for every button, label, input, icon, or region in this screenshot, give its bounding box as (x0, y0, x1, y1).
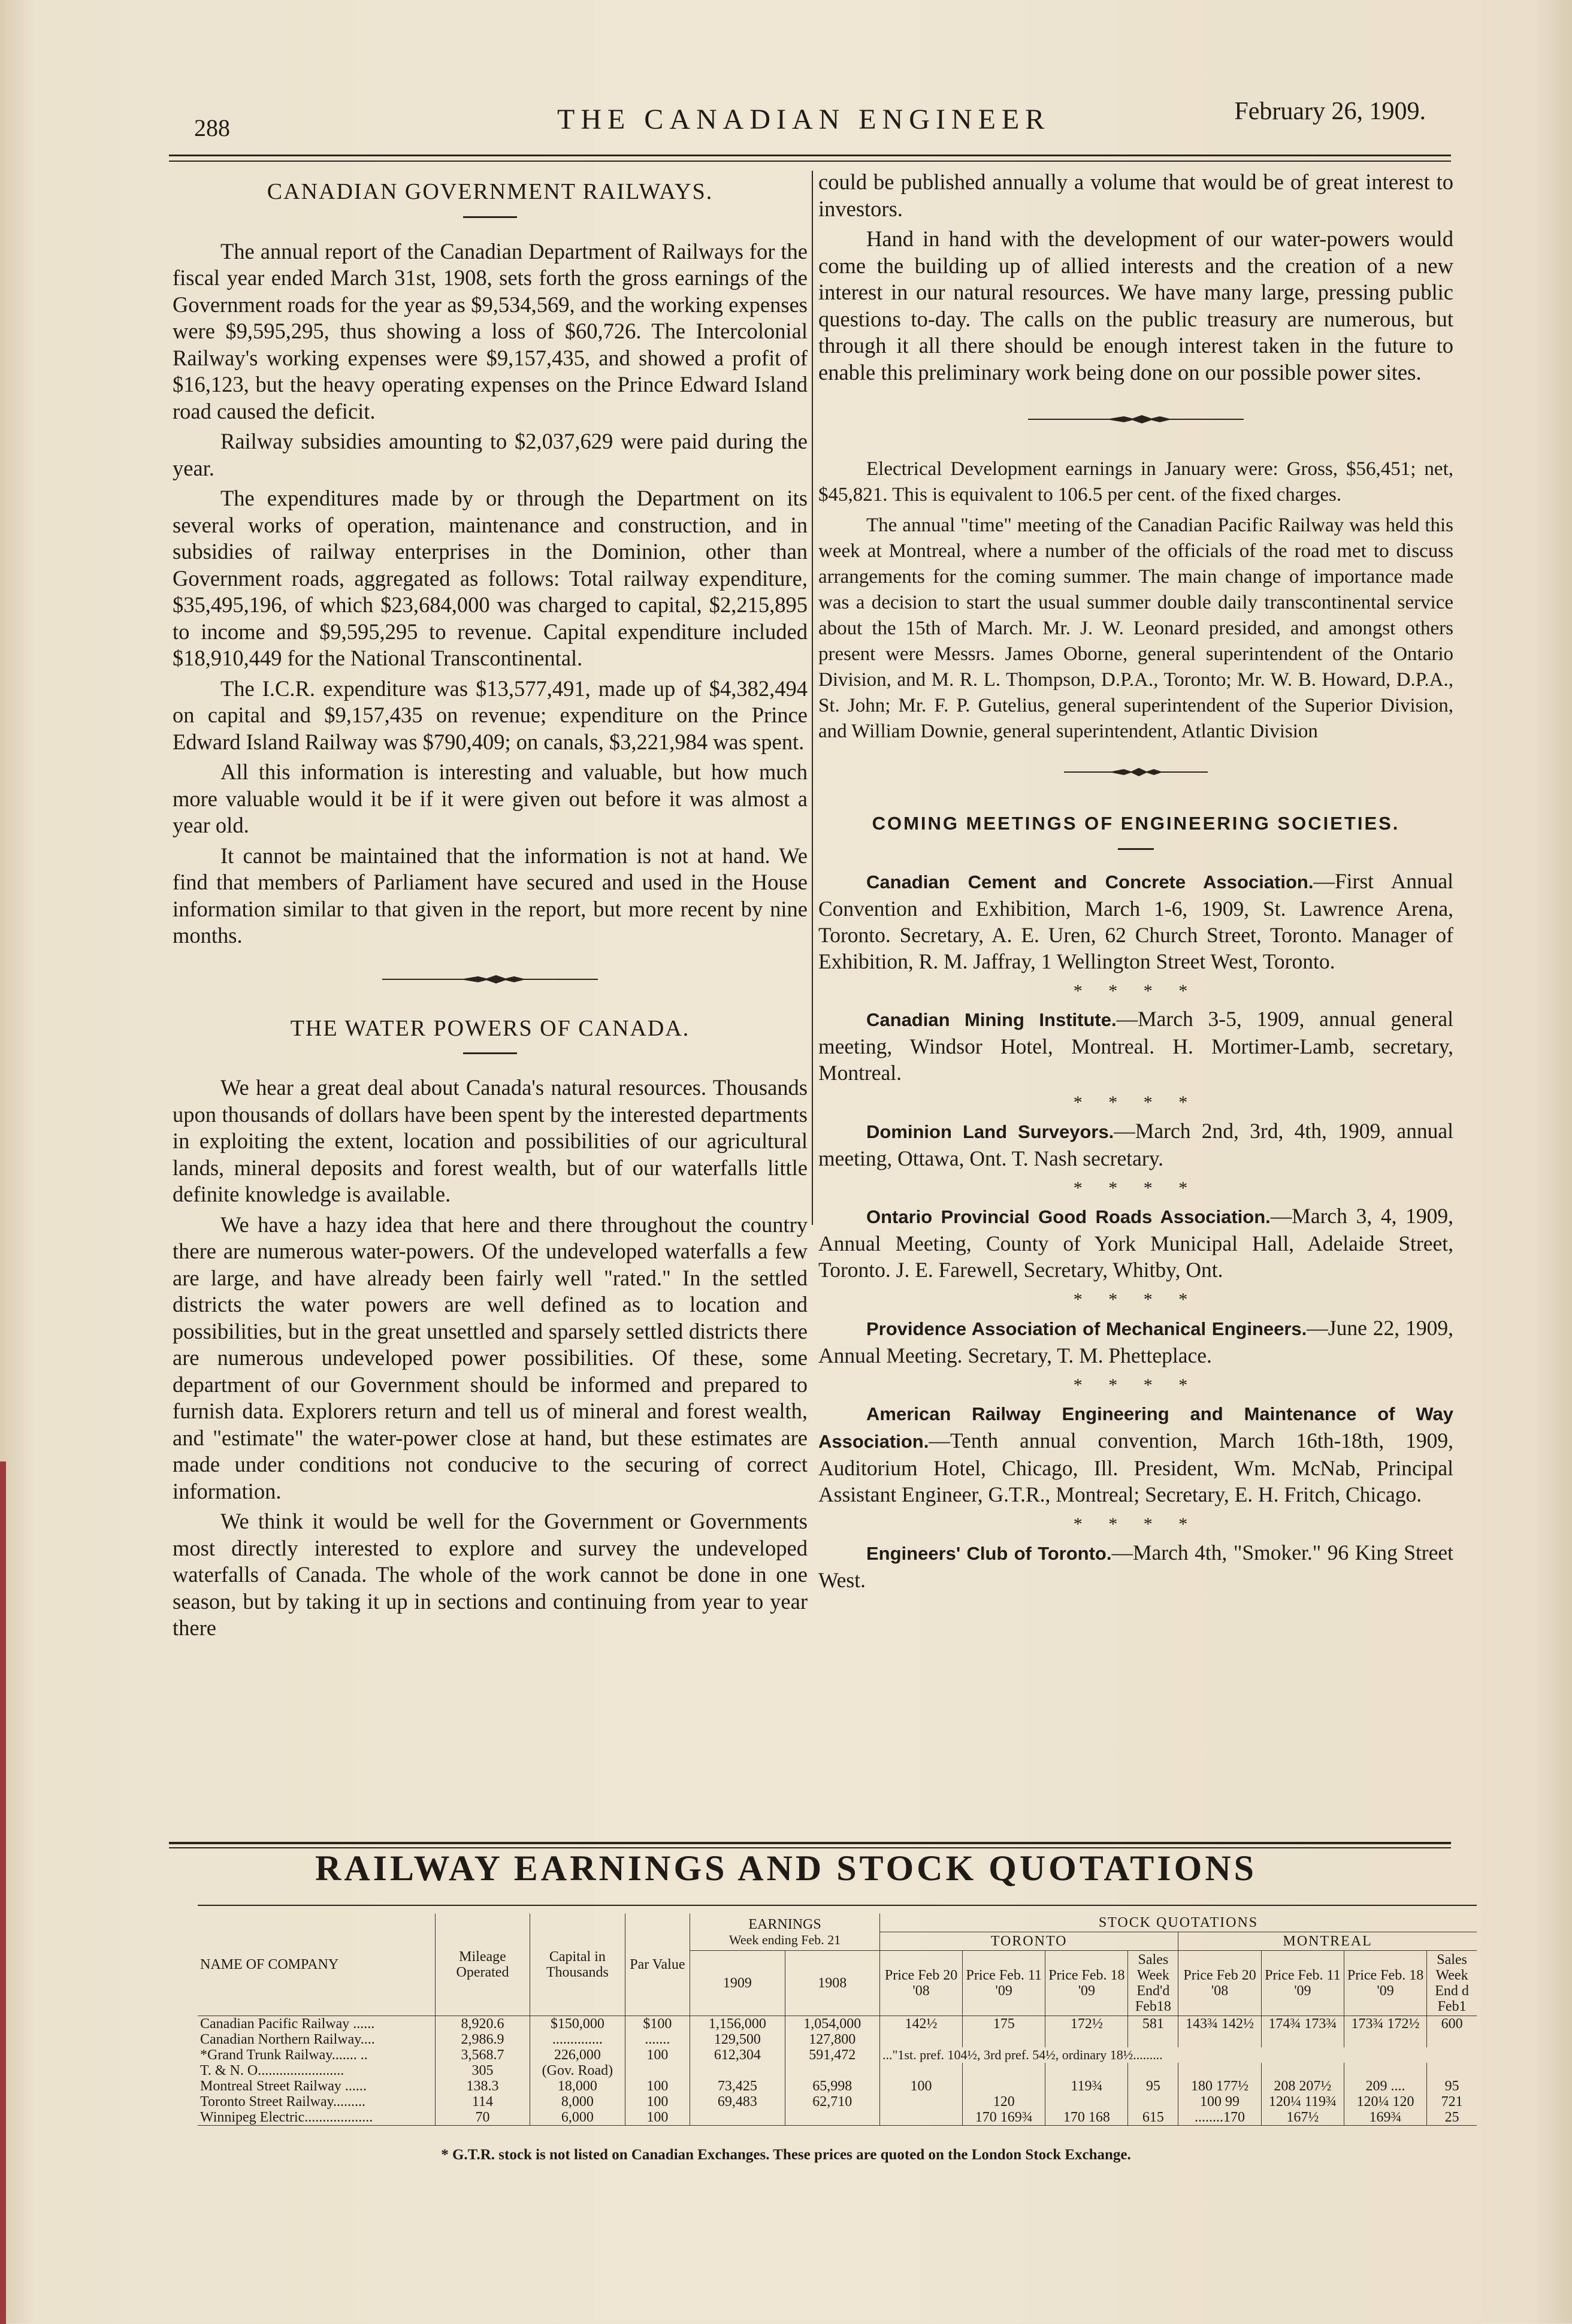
company-name: Canadian Pacific Railway ...... (200, 2016, 375, 2032)
paragraph: We have a hazy idea that here and there throughout the country there are numerous water-powers. Of the undeveloped waterfalls a few are large, and have already been fairly well "rated." In the settled districts the water powers are well defined as to location and possibilities, but in the great unsettled and sparsely settled districts there are numerous undeveloped power possibilities. Of these, some department of our Government should be informed and prepared to furnish data. Explorers return and tell us of mineral and forest wealth, and "estimate" the water-power close at hand, but these estimates are made under conditions not conducive to the securing of correct information. (173, 1212, 808, 1503)
col-header-montreal-price-feb20: Price Feb 20 '08 (1178, 1951, 1262, 2016)
paragraph: It cannot be maintained that the information is not at hand. We find that members of Parliament have secured and used in the House information similar to that given in the report, but more recent by nine months. (173, 843, 808, 948)
ornament-divider (818, 760, 1453, 784)
toronto-price-cell: 142½ (879, 2016, 962, 2032)
society-name: American Railway Engineering and Maintenance of Way Association. (818, 1403, 1453, 1452)
company-name: Toronto Street Railway......... (200, 2094, 366, 2110)
montreal-sales-cell: 721 (1427, 2094, 1477, 2110)
toronto-price-cell: 120 (963, 2094, 1045, 2110)
earnings-1909-cell: 1,156,000 (690, 2016, 785, 2032)
table-row (198, 2047, 1477, 2063)
par-cell (625, 2063, 690, 2078)
col-header-toronto-price-feb11: Price Feb. 11 '09 (963, 1951, 1045, 2016)
meeting-item (818, 868, 1453, 975)
table-row (198, 2094, 1477, 2110)
page-number: 288 (194, 114, 230, 141)
montreal-price-cell: 174¾ 173¾ (1261, 2016, 1344, 2032)
earnings-sub-label: Week ending Feb. 21 (728, 1932, 841, 1947)
paragraph: The expenditures made by or through the Department on its several works of operation, maintenance and construction, and in subsidies of railway enterprises in the Dominion, other than Government roads, aggregated as follows: Total railway expenditure, $35,495,196, of which $23,684,000 was charged to capital, $2,215,895 to income and $9,595,295 to revenue. Capital expenditure included $18,910,449 for the National Transcontinental. (173, 486, 808, 670)
meeting-item (818, 1118, 1453, 1172)
capital-cell: 6,000 (530, 2110, 625, 2126)
toronto-price-cell: 170 169¾ (963, 2110, 1045, 2126)
toronto-sales-cell: 95 (1128, 2078, 1178, 2094)
toronto-price-cell (963, 2078, 1045, 2094)
capital-cell: $150,000 (530, 2016, 625, 2032)
toronto-price-cell: 172½ (1045, 2016, 1128, 2032)
meeting-details: —Tenth annual convention, March 16th-18th, 1909, Auditorium Hotel, Chicago, Ill. President, Wm. McNab, Principal Assistant Engineer, G.T.R., Montreal; Secretary, E. H. Fritch, Chicago. (818, 1429, 1453, 1506)
mileage-cell: 138.3 (435, 2078, 530, 2094)
col-header-montreal-price-feb11: Price Feb. 11 '09 (1261, 1951, 1344, 2016)
mileage-cell: 3,568.7 (435, 2047, 530, 2063)
col-header-1909: 1909 (690, 1951, 785, 2016)
header-rule (169, 155, 1451, 156)
montreal-price-cell: 100 99 (1178, 2094, 1262, 2110)
earnings-1908-cell: 591,472 (785, 2047, 879, 2063)
journal-name: THE CANADIAN ENGINEER (557, 104, 1051, 135)
table-row (198, 2016, 1477, 2032)
article-title: THE WATER POWERS OF CANADA. (290, 1015, 690, 1041)
company-name: Canadian Northern Railway.... (200, 2032, 375, 2047)
meeting-item (818, 1006, 1453, 1086)
earnings-1908-cell: 65,998 (785, 2078, 879, 2094)
par-cell: ....... (625, 2032, 690, 2047)
par-cell: 100 (625, 2094, 690, 2110)
paragraph: We hear a great deal about Canada's natural resources. Thousands upon thousands of dollars have been spent by the interested departments in exploiting the extent, location and possibilities of our agricultural lands, mineral deposits and forest wealth, but of our waterfalls little definite knowledge is available. (173, 1075, 808, 1206)
paragraph: All this information is interesting and valuable, but how much more valuable would it be if it were given out before it was almost a year old. (173, 759, 808, 837)
header-rule-thin (169, 161, 1451, 162)
paragraph: Hand in hand with the development of our water-powers would come the building up of allied interests and the creation of a new interest in our natural resources. We have many large, pressing public questions to-day. The calls on the public treasury are numerous, but through it all there should be enough interest taken in the future to enable this preliminary work being done on our possible power sites. (818, 226, 1453, 385)
asterism: * * * * (1073, 981, 1199, 1001)
col-header-montreal-sales: Sales Week End d Feb1 (1427, 1951, 1477, 2016)
col-header-stock-quotations: STOCK QUOTATIONS (879, 1914, 1477, 1932)
gtr-quote-note: ..."1st. pref. 104½, 3rd pref. 54½, ordinary 18½......... (879, 2047, 1477, 2063)
meeting-item (818, 1203, 1453, 1283)
montreal-price-cell: 208 207½ (1261, 2078, 1344, 2094)
montreal-price-cell: ........170 (1178, 2110, 1262, 2126)
meeting-item (818, 1400, 1453, 1508)
toronto-price-cell (879, 2094, 962, 2110)
company-name: Montreal Street Railway ...... (200, 2078, 367, 2094)
asterism: * * * * (1073, 1290, 1199, 1309)
col-header-toronto: TORONTO (879, 1932, 1178, 1951)
earnings-1908-cell: 1,054,000 (785, 2016, 879, 2032)
society-name: Dominion Land Surveyors. (866, 1121, 1114, 1142)
news-note: Electrical Development earnings in January were: Gross, $56,451; net, $45,821. This is equivalent to 106.5 per cent. of the fixed charges. (818, 458, 1453, 506)
meeting-item (818, 1539, 1453, 1593)
society-name: Engineers' Club of Toronto. (866, 1542, 1112, 1564)
running-header (180, 97, 1426, 139)
col-header-toronto-price-feb20: Price Feb 20 '08 (879, 1951, 962, 2016)
title-dash (463, 1052, 517, 1054)
table-row (198, 2110, 1477, 2126)
earnings-1909-cell: 129,500 (690, 2032, 785, 2047)
ornament-divider (173, 967, 808, 991)
col-header-1908: 1908 (785, 1951, 879, 2016)
mileage-cell: 305 (435, 2063, 530, 2078)
meeting-details: —June 22, 1909, Annual Meeting. Secretary, T. M. Phetteplace. (818, 1315, 1454, 1367)
earnings-label: EARNINGS (748, 1916, 821, 1932)
news-note: The annual "time" meeting of the Canadian Pacific Railway was held this week at Montreal, where a number of the officials of the road met to discuss arrangements for the coming summer. The main change of importance made was a decision to start the usual summer double daily transcontinental service about the 15th of March. Mr. J. W. Leonard presided, and amongst others present were Messrs. James Oborne, general superintendent of the Ontario Division, and M. R. L. Thompson, D.P.A., Toronto; Mr. W. B. Howard, D.P.A., St. John; Mr. F. P. Gutelius, general superintendent of the Superior Division, and William Downie, general superintendent, Atlantic Division (818, 515, 1453, 742)
article-title: CANADIAN GOVERNMENT RAILWAYS. (267, 179, 714, 204)
meeting-details: —March 3, 4, 1909, Annual Meeting, County of York Municipal Hall, Adelaide Street, Toronto. J. E. Farewell, Secretary, Whitby, Ont. (818, 1204, 1453, 1282)
red-page-edge (0, 1461, 6, 2324)
company-name: *Grand Trunk Railway....... .. (200, 2047, 368, 2063)
meeting-details: —March 2nd, 3rd, 4th, 1909, annual meeting, Ottawa, Ont. T. Nash secretary. (818, 1118, 1453, 1170)
montreal-price-cell: 167½ (1261, 2110, 1344, 2126)
paragraph: Railway subsidies amounting to $2,037,629 were paid during the year. (173, 429, 808, 480)
table-footnote: * G.T.R. stock is not listed on Canadian Exchanges. These prices are quoted on the London Stock Exchange. (441, 2147, 1131, 2163)
mileage-cell: 114 (435, 2094, 530, 2110)
title-dash (463, 216, 517, 218)
capital-cell: (Gov. Road) (530, 2063, 625, 2078)
column-divider (812, 171, 813, 1225)
earnings-1908-cell: 127,800 (785, 2032, 879, 2047)
meetings-title: COMING MEETINGS OF ENGINEERING SOCIETIES. (872, 813, 1400, 834)
paragraph: We think it would be well for the Government or Governments most directly interested to explore and survey the undeveloped waterfalls of Canada. The whole of the work cannot be done in one season, but by taking it up in sections and continuing from year to year there (173, 1509, 808, 1640)
ornament-divider (818, 407, 1453, 431)
toronto-price-cell: 100 (879, 2078, 962, 2094)
montreal-price-cell: 169¾ (1344, 2110, 1426, 2126)
left-column (173, 175, 808, 1645)
asterism: * * * * (1073, 1514, 1199, 1534)
company-name: Winnipeg Electric................... (200, 2110, 373, 2125)
right-column (818, 169, 1453, 1597)
col-header-toronto-sales: Sales Week End'd Feb18 (1128, 1951, 1178, 2016)
asterism: * * * * (1073, 1093, 1199, 1112)
toronto-price-cell: 175 (963, 2016, 1045, 2032)
par-cell: 100 (625, 2110, 690, 2126)
capital-cell: 18,000 (530, 2078, 625, 2094)
meeting-details: —First Annual Convention and Exhibition, March 1-6, 1909, St. Lawrence Arena, Toronto. Secretary, A. E. Uren, 62 Church Street, Toronto. Manager of Exhibition, R. M. Jaffray, 1 Wellington Street West, Toronto. (818, 869, 1453, 973)
col-header-montreal: MONTREAL (1178, 1932, 1477, 1951)
society-name: Ontario Provincial Good Roads Association. (866, 1206, 1271, 1227)
table-row (198, 2063, 1477, 2078)
capital-cell: 8,000 (530, 2094, 625, 2110)
table-row (198, 2032, 1477, 2047)
toronto-price-cell: 119¾ (1045, 2078, 1128, 2094)
montreal-price-cell: 209 .... (1344, 2078, 1426, 2094)
table-title: RAILWAY EARNINGS AND STOCK QUOTATIONS (315, 1848, 1257, 1888)
montreal-sales-cell: 600 (1427, 2016, 1477, 2032)
title-dash (1118, 848, 1154, 850)
mileage-cell: 2,986.9 (435, 2032, 530, 2047)
paragraph: The annual report of the Canadian Department of Railways for the fiscal year ended March 31st, 1908, sets forth the gross earnings of the Government roads for the year as $9,534,569, and the working expenses were $9,595,295, thus showing a loss of $60,726. The Intercolonial Railway's working expenses were $9,157,435, and showed a profit of $16,123, but the heavy operating expenses on the Prince Edward Island road caused the deficit. (173, 238, 808, 423)
earnings-1908-cell: 62,710 (785, 2094, 879, 2110)
col-header-capital: Capital in Thousands (530, 1914, 625, 2016)
earnings-1909-cell: 69,483 (690, 2094, 785, 2110)
col-header-mileage: Mileage Operated (435, 1914, 530, 2016)
col-header-earnings (690, 1914, 880, 1951)
par-cell: $100 (625, 2016, 690, 2032)
table-rule (198, 1905, 1477, 1906)
montreal-price-cell: 173¾ 172½ (1344, 2016, 1426, 2032)
paragraph: could be published annually a volume that would be of great interest to investors. (818, 170, 1453, 221)
society-name: Providence Association of Mechanical Engineers. (866, 1318, 1307, 1339)
toronto-sales-cell: 581 (1128, 2016, 1178, 2032)
montreal-price-cell: 120¼ 119¾ (1261, 2094, 1344, 2110)
table-row (198, 2078, 1477, 2094)
montreal-price-cell: 120¼ 120 (1344, 2094, 1426, 2110)
par-cell: 100 (625, 2047, 690, 2063)
montreal-price-cell: 143¾ 142½ (1178, 2016, 1262, 2032)
earnings-table (198, 1914, 1477, 2126)
montreal-price-cell: 180 177½ (1178, 2078, 1262, 2094)
montreal-sales-cell: 25 (1427, 2110, 1477, 2126)
society-name: Canadian Mining Institute. (866, 1009, 1117, 1030)
society-name: Canadian Cement and Concrete Association. (866, 871, 1314, 892)
earnings-1909-cell: 73,425 (690, 2078, 785, 2094)
asterism: * * * * (1073, 1178, 1199, 1198)
par-cell: 100 (625, 2078, 690, 2094)
mileage-cell: 8,920.6 (435, 2016, 530, 2032)
capital-cell: .............. (530, 2032, 625, 2047)
toronto-price-cell: 170 168 (1045, 2110, 1128, 2126)
col-header-par: Par Value (625, 1914, 690, 2016)
toronto-price-cell (1045, 2094, 1128, 2110)
capital-cell: 226,000 (530, 2047, 625, 2063)
col-header-montreal-price-feb18: Price Feb. 18 '09 (1344, 1951, 1426, 2016)
meeting-item (818, 1315, 1453, 1369)
montreal-sales-cell: 95 (1427, 2078, 1477, 2094)
col-header-toronto-price-feb18: Price Feb. 18 '09 (1045, 1951, 1128, 2016)
meeting-details: —March 4th, "Smoker." 96 King Street West. (818, 1540, 1454, 1592)
issue-date: February 26, 1909. (1234, 98, 1426, 125)
col-header-company: NAME OF COMPANY (200, 1957, 339, 1972)
toronto-sales-cell (1128, 2094, 1178, 2110)
toronto-sales-cell: 615 (1128, 2110, 1178, 2126)
asterism: * * * * (1073, 1375, 1199, 1395)
company-name: T. & N. O........................ (200, 2063, 344, 2078)
earnings-1909-cell: 612,304 (690, 2047, 785, 2063)
paragraph: The I.C.R. expenditure was $13,577,491, made up of $4,382,494 on capital and $9,157,435 on revenue; expenditure on the Prince Edward Island Railway was $790,409; on canals, $3,221,984 was spent. (173, 676, 808, 754)
toronto-price-cell (879, 2110, 962, 2126)
mileage-cell: 70 (435, 2110, 530, 2126)
meeting-details: —March 3-5, 1909, annual general meeting, Windsor Hotel, Montreal. H. Mortimer-Lamb, secretary, Montreal. (818, 1007, 1453, 1085)
table-top-rule (169, 1842, 1451, 1844)
